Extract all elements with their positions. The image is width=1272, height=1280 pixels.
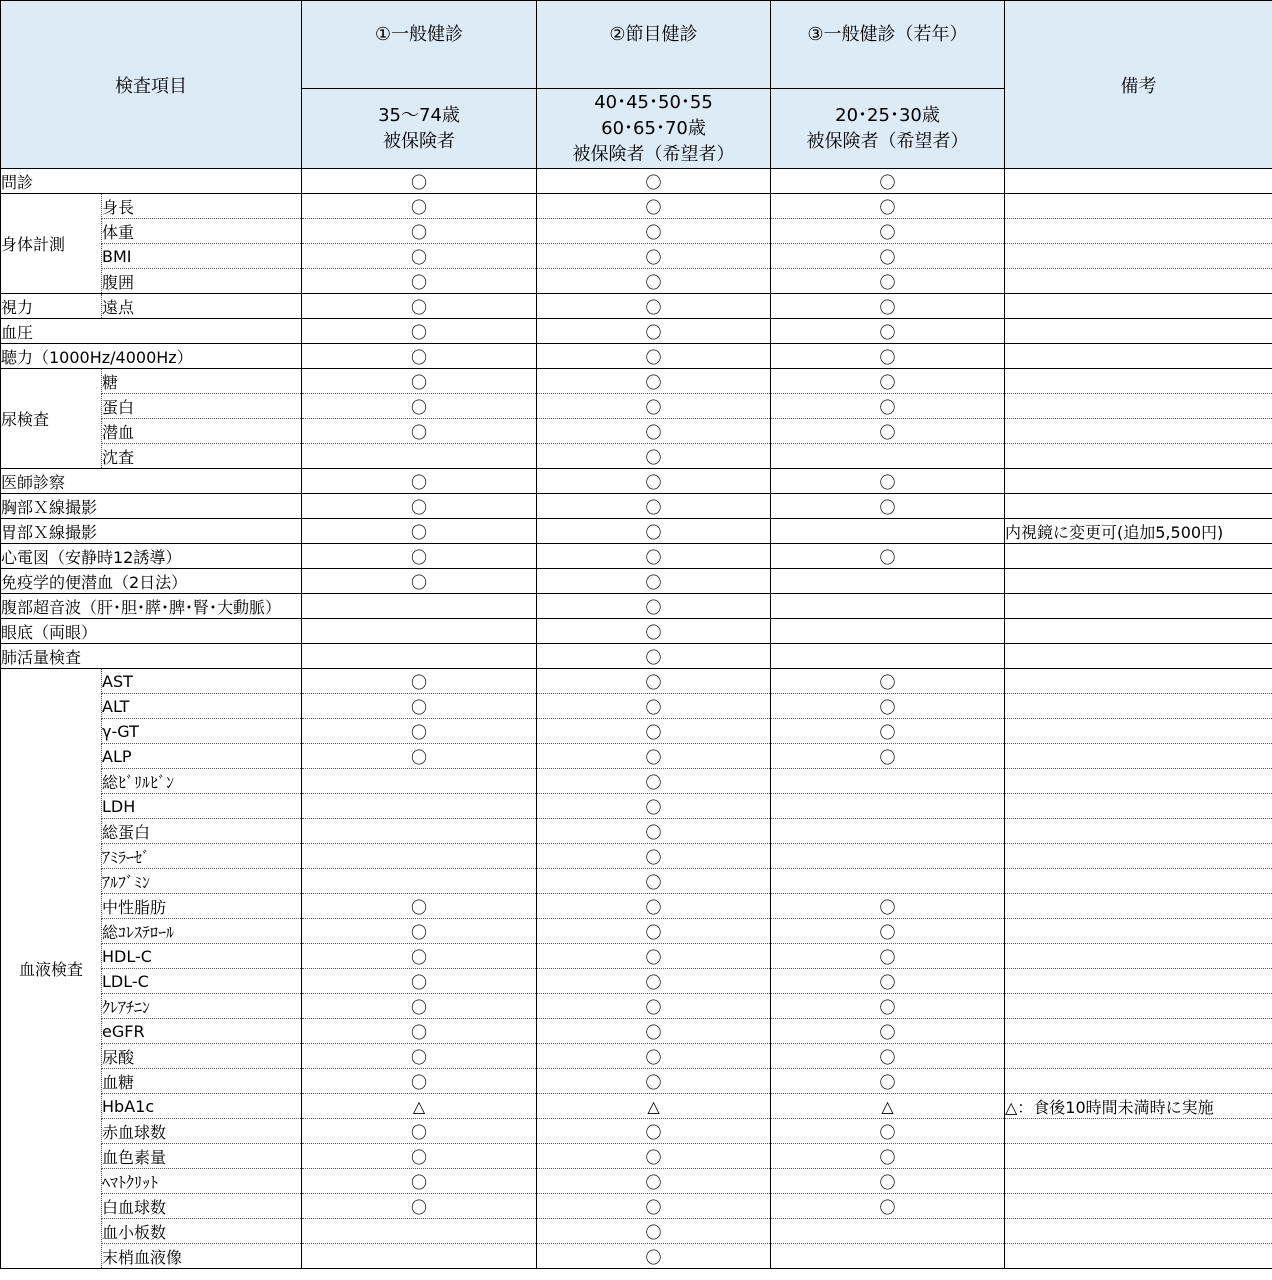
availability-mark-col-2: 〇 bbox=[537, 869, 771, 894]
availability-mark-col-3: 〇 bbox=[771, 1194, 1005, 1219]
note-cell bbox=[1005, 744, 1272, 769]
availability-mark-col-2: 〇 bbox=[537, 544, 771, 569]
availability-mark-col-1: 〇 bbox=[302, 919, 537, 944]
note-cell bbox=[1005, 494, 1272, 519]
availability-mark-col-1 bbox=[302, 619, 537, 644]
availability-mark-col-3 bbox=[771, 569, 1005, 594]
availability-mark-col-3: 〇 bbox=[771, 394, 1005, 419]
availability-mark-col-3: 〇 bbox=[771, 1019, 1005, 1044]
table-row bbox=[1, 1169, 1272, 1194]
exam-subitem-label: HDL-C bbox=[102, 944, 302, 969]
availability-mark-col-3 bbox=[771, 619, 1005, 644]
exam-subitem-label: 潜血 bbox=[102, 419, 302, 444]
exam-subitem-label: γ-GT bbox=[102, 719, 302, 744]
availability-mark-col-1: 〇 bbox=[302, 1044, 537, 1069]
exam-subitem-label: 白血球数 bbox=[102, 1194, 302, 1219]
table-row bbox=[1, 594, 1272, 619]
note-cell bbox=[1005, 269, 1272, 294]
exam-item-label: 腹部超音波（肝･胆･膵･脾･腎･大動脈） bbox=[1, 594, 302, 619]
availability-mark-col-2: 〇 bbox=[537, 194, 771, 219]
note-cell bbox=[1005, 969, 1272, 994]
exam-subitem-label: 腹囲 bbox=[102, 269, 302, 294]
availability-mark-col-1: 〇 bbox=[302, 569, 537, 594]
availability-mark-col-1: 〇 bbox=[302, 394, 537, 419]
exam-group-label: 尿検査 bbox=[1, 369, 102, 469]
exam-item-label: 胃部Ｘ線撮影 bbox=[1, 519, 302, 544]
availability-mark-col-3 bbox=[771, 519, 1005, 544]
table-row bbox=[1, 319, 1272, 344]
availability-mark-col-1: 〇 bbox=[302, 419, 537, 444]
availability-mark-col-1: 〇 bbox=[302, 969, 537, 994]
note-cell bbox=[1005, 894, 1272, 919]
exam-subitem-label: 血糖 bbox=[102, 1069, 302, 1094]
table-row bbox=[1, 494, 1272, 519]
availability-mark-col-2: 〇 bbox=[537, 594, 771, 619]
exam-subitem-label: 血小板数 bbox=[102, 1219, 302, 1244]
availability-mark-col-3: 〇 bbox=[771, 369, 1005, 394]
availability-mark-col-1: 〇 bbox=[302, 494, 537, 519]
availability-mark-col-2: 〇 bbox=[537, 769, 771, 794]
availability-mark-col-3 bbox=[771, 769, 1005, 794]
availability-mark-col-2: 〇 bbox=[537, 669, 771, 694]
availability-mark-col-2: 〇 bbox=[537, 1069, 771, 1094]
availability-mark-col-3 bbox=[771, 1219, 1005, 1244]
exam-subitem-label: 総ﾋﾞﾘﾙﾋﾞﾝ bbox=[102, 769, 302, 794]
note-cell bbox=[1005, 294, 1272, 319]
table-row bbox=[1, 1044, 1272, 1069]
availability-mark-col-2: 〇 bbox=[537, 169, 771, 194]
availability-mark-col-3: 〇 bbox=[771, 344, 1005, 369]
availability-mark-col-1: 〇 bbox=[302, 894, 537, 919]
exam-subitem-label: ﾍﾏﾄｸﾘｯﾄ bbox=[102, 1169, 302, 1194]
table-row bbox=[1, 369, 1272, 394]
exam-subitem-label: 末梢血液像 bbox=[102, 1244, 302, 1269]
availability-mark-col-1: 〇 bbox=[302, 344, 537, 369]
availability-mark-col-1: 〇 bbox=[302, 1144, 537, 1169]
note-cell bbox=[1005, 1169, 1272, 1194]
availability-mark-col-1 bbox=[302, 769, 537, 794]
availability-mark-col-3: 〇 bbox=[771, 1069, 1005, 1094]
availability-mark-col-2: 〇 bbox=[537, 719, 771, 744]
exam-subitem-label: 中性脂肪 bbox=[102, 894, 302, 919]
availability-mark-col-1 bbox=[302, 819, 537, 844]
note-cell bbox=[1005, 794, 1272, 819]
table-row bbox=[1, 219, 1272, 244]
availability-mark-col-3: 〇 bbox=[771, 194, 1005, 219]
note-cell bbox=[1005, 1119, 1272, 1144]
availability-mark-col-1: △ bbox=[302, 1094, 537, 1119]
availability-mark-col-1: 〇 bbox=[302, 669, 537, 694]
availability-mark-col-1: 〇 bbox=[302, 744, 537, 769]
exam-item-label: 心電図（安静時12誘導） bbox=[1, 544, 302, 569]
availability-mark-col-2: 〇 bbox=[537, 694, 771, 719]
availability-mark-col-1: 〇 bbox=[302, 1019, 537, 1044]
table-row bbox=[1, 1144, 1272, 1169]
table-row bbox=[1, 294, 1272, 319]
availability-mark-col-2: 〇 bbox=[537, 1119, 771, 1144]
availability-mark-col-3: 〇 bbox=[771, 1119, 1005, 1144]
availability-mark-col-1: 〇 bbox=[302, 519, 537, 544]
availability-mark-col-3: 〇 bbox=[771, 219, 1005, 244]
availability-mark-col-3: 〇 bbox=[771, 994, 1005, 1019]
availability-mark-col-2: 〇 bbox=[537, 744, 771, 769]
note-cell bbox=[1005, 1019, 1272, 1044]
exam-subitem-label: LDL-C bbox=[102, 969, 302, 994]
table-row bbox=[1, 994, 1272, 1019]
availability-mark-col-3: 〇 bbox=[771, 919, 1005, 944]
table-row bbox=[1, 719, 1272, 744]
availability-mark-col-2: 〇 bbox=[537, 819, 771, 844]
availability-mark-col-3: 〇 bbox=[771, 319, 1005, 344]
exam-subitem-label: 身長 bbox=[102, 194, 302, 219]
table-row bbox=[1, 1244, 1272, 1269]
availability-mark-col-1: 〇 bbox=[302, 219, 537, 244]
exam-subitem-label: 総ｺﾚｽﾃﾛｰﾙ bbox=[102, 919, 302, 944]
table-row bbox=[1, 344, 1272, 369]
availability-mark-col-2: 〇 bbox=[537, 419, 771, 444]
table-row bbox=[1, 519, 1272, 544]
availability-mark-col-3 bbox=[771, 594, 1005, 619]
table-row bbox=[1, 169, 1272, 194]
availability-mark-col-1: 〇 bbox=[302, 244, 537, 269]
availability-mark-col-1: 〇 bbox=[302, 469, 537, 494]
table-row bbox=[1, 569, 1272, 594]
note-cell bbox=[1005, 244, 1272, 269]
note-cell bbox=[1005, 369, 1272, 394]
availability-mark-col-2: 〇 bbox=[537, 569, 771, 594]
availability-mark-col-1: 〇 bbox=[302, 544, 537, 569]
exam-subitem-label: 尿酸 bbox=[102, 1044, 302, 1069]
table-row bbox=[1, 544, 1272, 569]
note-cell bbox=[1005, 419, 1272, 444]
availability-mark-col-3: △ bbox=[771, 1094, 1005, 1119]
note-cell bbox=[1005, 1194, 1272, 1219]
availability-mark-col-3: 〇 bbox=[771, 294, 1005, 319]
note-cell bbox=[1005, 944, 1272, 969]
note-cell bbox=[1005, 1244, 1272, 1269]
availability-mark-col-3: 〇 bbox=[771, 1044, 1005, 1069]
table-row bbox=[1, 619, 1272, 644]
availability-mark-col-1: 〇 bbox=[302, 294, 537, 319]
note-cell bbox=[1005, 169, 1272, 194]
availability-mark-col-3: 〇 bbox=[771, 244, 1005, 269]
availability-mark-col-2: 〇 bbox=[537, 919, 771, 944]
availability-mark-col-2: 〇 bbox=[537, 1144, 771, 1169]
table-row bbox=[1, 444, 1272, 469]
availability-mark-col-1 bbox=[302, 644, 537, 669]
header-col-2-age-line1: 40･45･50･55 bbox=[594, 91, 713, 113]
exam-subitem-label: 糖 bbox=[102, 369, 302, 394]
availability-mark-col-2: 〇 bbox=[537, 619, 771, 644]
exam-subitem-label: 沈査 bbox=[102, 444, 302, 469]
availability-mark-col-2: 〇 bbox=[537, 319, 771, 344]
table-row bbox=[1, 769, 1272, 794]
availability-mark-col-2: 〇 bbox=[537, 244, 771, 269]
availability-mark-col-1 bbox=[302, 444, 537, 469]
header-col-1-target bbox=[302, 89, 537, 169]
availability-mark-col-2: 〇 bbox=[537, 469, 771, 494]
availability-mark-col-2: 〇 bbox=[537, 219, 771, 244]
table-row bbox=[1, 1219, 1272, 1244]
availability-mark-col-1: 〇 bbox=[302, 719, 537, 744]
note-cell bbox=[1005, 644, 1272, 669]
availability-mark-col-2: 〇 bbox=[537, 344, 771, 369]
availability-mark-col-3 bbox=[771, 644, 1005, 669]
note-cell bbox=[1005, 869, 1272, 894]
availability-mark-col-1: 〇 bbox=[302, 1169, 537, 1194]
availability-mark-col-2: 〇 bbox=[537, 644, 771, 669]
header-col-3-age: 20･25･30歳 bbox=[835, 104, 940, 126]
exam-group-label: 身体計測 bbox=[1, 194, 102, 294]
note-cell bbox=[1005, 344, 1272, 369]
note-cell bbox=[1005, 919, 1272, 944]
availability-mark-col-3 bbox=[771, 844, 1005, 869]
availability-mark-col-2: 〇 bbox=[537, 369, 771, 394]
header-col-2-target bbox=[537, 89, 771, 169]
availability-mark-col-2: 〇 bbox=[537, 1194, 771, 1219]
table-row bbox=[1, 269, 1272, 294]
availability-mark-col-3: 〇 bbox=[771, 269, 1005, 294]
table-row bbox=[1, 394, 1272, 419]
table-row bbox=[1, 844, 1272, 869]
availability-mark-col-2: 〇 bbox=[537, 394, 771, 419]
availability-mark-col-1: 〇 bbox=[302, 994, 537, 1019]
note-cell bbox=[1005, 719, 1272, 744]
availability-mark-col-3 bbox=[771, 1244, 1005, 1269]
table-row bbox=[1, 819, 1272, 844]
table-row bbox=[1, 794, 1272, 819]
availability-mark-col-3 bbox=[771, 444, 1005, 469]
note-cell bbox=[1005, 1044, 1272, 1069]
header-col-1-eligibility: 被保険者 bbox=[383, 130, 455, 152]
note-cell bbox=[1005, 319, 1272, 344]
availability-mark-col-3: 〇 bbox=[771, 469, 1005, 494]
availability-mark-col-3: 〇 bbox=[771, 494, 1005, 519]
availability-mark-col-2: 〇 bbox=[537, 944, 771, 969]
exam-item-label: 免疫学的便潜血（2日法） bbox=[1, 569, 302, 594]
exam-subitem-label: 赤血球数 bbox=[102, 1119, 302, 1144]
availability-mark-col-2: 〇 bbox=[537, 494, 771, 519]
table-row bbox=[1, 1194, 1272, 1219]
exam-subitem-label: 総蛋白 bbox=[102, 819, 302, 844]
table-row bbox=[1, 944, 1272, 969]
availability-mark-col-2: 〇 bbox=[537, 444, 771, 469]
availability-mark-col-3: 〇 bbox=[771, 419, 1005, 444]
header-col-3-eligibility: 被保険者（希望者） bbox=[806, 130, 969, 152]
availability-mark-col-1 bbox=[302, 594, 537, 619]
availability-mark-col-2: 〇 bbox=[537, 794, 771, 819]
availability-mark-col-1: 〇 bbox=[302, 694, 537, 719]
availability-mark-col-2: 〇 bbox=[537, 1219, 771, 1244]
availability-mark-col-1: 〇 bbox=[302, 1194, 537, 1219]
exam-subitem-label: ｱﾙﾌﾞﾐﾝ bbox=[102, 869, 302, 894]
availability-mark-col-1: 〇 bbox=[302, 319, 537, 344]
availability-mark-col-3 bbox=[771, 869, 1005, 894]
exam-subitem-label: eGFR bbox=[102, 1019, 302, 1044]
exam-subitem-label: 遠点 bbox=[102, 294, 302, 319]
availability-mark-col-3 bbox=[771, 794, 1005, 819]
availability-mark-col-2: 〇 bbox=[537, 844, 771, 869]
exam-item-label: 肺活量検査 bbox=[1, 644, 302, 669]
availability-mark-col-1 bbox=[302, 844, 537, 869]
availability-mark-col-3: 〇 bbox=[771, 894, 1005, 919]
exam-subitem-label: ｱﾐﾗｰｾﾞ bbox=[102, 844, 302, 869]
table-row bbox=[1, 1019, 1272, 1044]
table-row bbox=[1, 669, 1272, 694]
table-row bbox=[1, 894, 1272, 919]
exam-group-label: 視力 bbox=[1, 294, 102, 319]
note-cell bbox=[1005, 769, 1272, 794]
exam-subitem-label: BMI bbox=[102, 244, 302, 269]
exam-item-label: 聴力（1000Hz/4000Hz） bbox=[1, 344, 302, 369]
table-row bbox=[1, 469, 1272, 494]
note-cell bbox=[1005, 619, 1272, 644]
availability-mark-col-3: 〇 bbox=[771, 169, 1005, 194]
note-cell bbox=[1005, 544, 1272, 569]
table-row bbox=[1, 969, 1272, 994]
table-row bbox=[1, 644, 1272, 669]
availability-mark-col-3: 〇 bbox=[771, 744, 1005, 769]
note-cell bbox=[1005, 994, 1272, 1019]
availability-mark-col-3: 〇 bbox=[771, 719, 1005, 744]
table-row bbox=[1, 194, 1272, 219]
availability-mark-col-2: 〇 bbox=[537, 1169, 771, 1194]
exam-items-body bbox=[1, 169, 1272, 1269]
table-row bbox=[1, 1094, 1272, 1119]
note-cell bbox=[1005, 469, 1272, 494]
availability-mark-col-2: 〇 bbox=[537, 1019, 771, 1044]
note-cell bbox=[1005, 219, 1272, 244]
availability-mark-col-3: 〇 bbox=[771, 1144, 1005, 1169]
note-cell bbox=[1005, 444, 1272, 469]
header-col-3-target bbox=[771, 89, 1005, 169]
table-row bbox=[1, 869, 1272, 894]
availability-mark-col-2: 〇 bbox=[537, 969, 771, 994]
availability-mark-col-2: 〇 bbox=[537, 294, 771, 319]
note-cell bbox=[1005, 694, 1272, 719]
note-cell bbox=[1005, 394, 1272, 419]
header-note: 備考 bbox=[1005, 1, 1272, 169]
exam-item-label: 血圧 bbox=[1, 319, 302, 344]
table-row bbox=[1, 694, 1272, 719]
header-col-1-age: 35～74歳 bbox=[378, 104, 460, 126]
table-row bbox=[1, 919, 1272, 944]
availability-mark-col-2: 〇 bbox=[537, 894, 771, 919]
exam-subitem-label: HbA1c bbox=[102, 1094, 302, 1119]
exam-subitem-label: 蛋白 bbox=[102, 394, 302, 419]
header-col-2-title: ②節目健診 bbox=[537, 1, 771, 89]
note-cell bbox=[1005, 819, 1272, 844]
exam-subitem-label: LDH bbox=[102, 794, 302, 819]
availability-mark-col-2: 〇 bbox=[537, 519, 771, 544]
exam-item-label: 眼底（両眼） bbox=[1, 619, 302, 644]
table-row bbox=[1, 1069, 1272, 1094]
table-row bbox=[1, 1119, 1272, 1144]
availability-mark-col-1: 〇 bbox=[302, 194, 537, 219]
header-col-2-age-line2: 60･65･70歳 bbox=[601, 117, 706, 139]
availability-mark-col-1: 〇 bbox=[302, 1119, 537, 1144]
note-cell bbox=[1005, 1069, 1272, 1094]
header-exam-item: 検査項目 bbox=[1, 1, 302, 169]
exam-subitem-label: ALP bbox=[102, 744, 302, 769]
availability-mark-col-2: 〇 bbox=[537, 1244, 771, 1269]
exam-item-label: 医師診察 bbox=[1, 469, 302, 494]
exam-subitem-label: 血色素量 bbox=[102, 1144, 302, 1169]
exam-subitem-label: ALT bbox=[102, 694, 302, 719]
availability-mark-col-1 bbox=[302, 1244, 537, 1269]
availability-mark-col-1: 〇 bbox=[302, 269, 537, 294]
availability-mark-col-2: 〇 bbox=[537, 269, 771, 294]
note-cell bbox=[1005, 569, 1272, 594]
table-row bbox=[1, 744, 1272, 769]
availability-mark-col-3: 〇 bbox=[771, 694, 1005, 719]
exam-subitem-label: AST bbox=[102, 669, 302, 694]
note-cell bbox=[1005, 1219, 1272, 1244]
availability-mark-col-3: 〇 bbox=[771, 969, 1005, 994]
table-row bbox=[1, 419, 1272, 444]
availability-mark-col-2: 〇 bbox=[537, 994, 771, 1019]
exam-item-label: 問診 bbox=[1, 169, 302, 194]
note-cell bbox=[1005, 194, 1272, 219]
availability-mark-col-2: 〇 bbox=[537, 1044, 771, 1069]
availability-mark-col-2: △ bbox=[537, 1094, 771, 1119]
note-cell bbox=[1005, 669, 1272, 694]
exam-subitem-label: 体重 bbox=[102, 219, 302, 244]
availability-mark-col-3: 〇 bbox=[771, 944, 1005, 969]
availability-mark-col-1: 〇 bbox=[302, 944, 537, 969]
availability-mark-col-3: 〇 bbox=[771, 1169, 1005, 1194]
availability-mark-col-1 bbox=[302, 1219, 537, 1244]
availability-mark-col-1: 〇 bbox=[302, 169, 537, 194]
availability-mark-col-3 bbox=[771, 819, 1005, 844]
header-col-1-title: ①一般健診 bbox=[302, 1, 537, 89]
exam-item-label: 胸部Ｘ線撮影 bbox=[1, 494, 302, 519]
availability-mark-col-1 bbox=[302, 794, 537, 819]
note-cell: 内視鏡に変更可(追加5,500円) bbox=[1005, 519, 1272, 544]
availability-mark-col-3: 〇 bbox=[771, 669, 1005, 694]
header-col-2-eligibility: 被保険者（希望者） bbox=[572, 143, 735, 165]
availability-mark-col-1 bbox=[302, 869, 537, 894]
availability-mark-col-3: 〇 bbox=[771, 544, 1005, 569]
exam-subitem-label: ｸﾚｱﾁﾆﾝ bbox=[102, 994, 302, 1019]
availability-mark-col-1: 〇 bbox=[302, 1069, 537, 1094]
note-cell: △：食後10時間未満時に実施 bbox=[1005, 1094, 1272, 1119]
note-cell bbox=[1005, 1144, 1272, 1169]
exam-group-label: 血液検査 bbox=[1, 669, 102, 1269]
header-col-3-title: ③一般健診（若年） bbox=[771, 1, 1005, 89]
note-cell bbox=[1005, 594, 1272, 619]
table-row bbox=[1, 244, 1272, 269]
availability-mark-col-1: 〇 bbox=[302, 369, 537, 394]
note-cell bbox=[1005, 844, 1272, 869]
